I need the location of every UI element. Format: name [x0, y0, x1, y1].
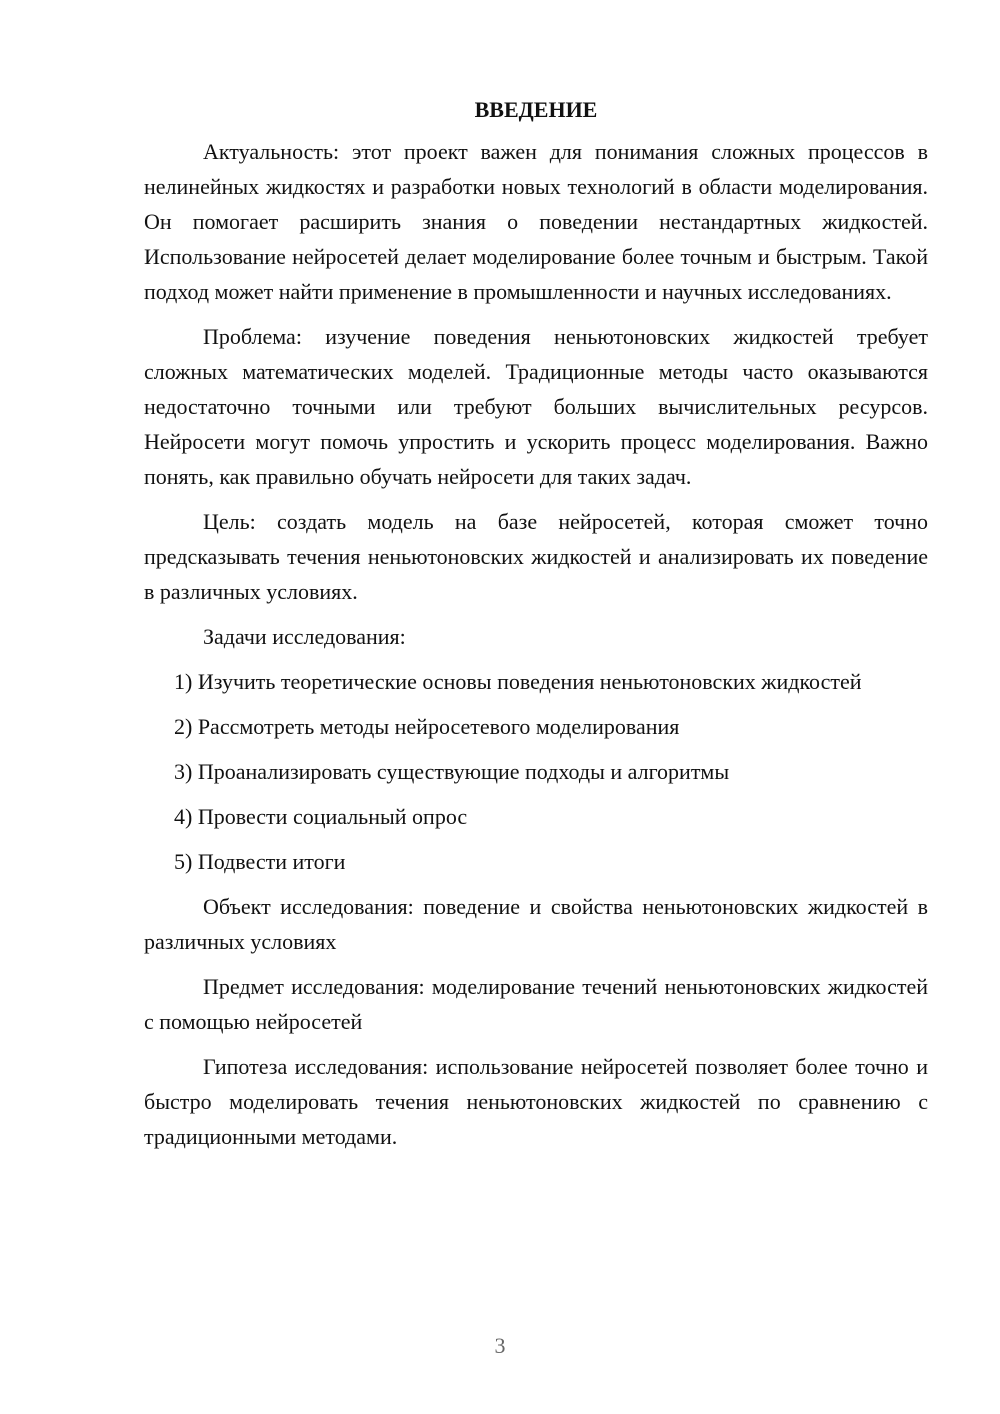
task-item: 5) Подвести итоги — [174, 849, 346, 874]
page-title: ВВЕДЕНИЕ — [474, 97, 598, 122]
task-item: 4) Провести социальный опрос — [174, 804, 468, 829]
page-content — [144, 92, 928, 1164]
relevance-paragraph: Актуальность: этот проект важен для понимания сложных процессов в нелинейных жидкостях и разработки новых технологий в области моделирования. Он помогает расширить знания о поведении нестандартных жидкостей. Использование нейросетей делает моделирование более точным и быстрым. Такой подход может найти применение в промышленности и научных исследованиях. — [144, 139, 928, 304]
page-number: 3 — [494, 1333, 506, 1358]
goal-paragraph: Цель: создать модель на базе нейросетей, которая сможет точно предсказывать течения неньютоновских жидкостей и анализировать их поведение в различных условиях. — [144, 509, 928, 604]
task-item: 3) Проанализировать существующие подходы и алгоритмы — [174, 759, 730, 784]
task-item: 2) Рассмотреть методы нейросетевого моделирования — [174, 714, 680, 739]
problem-paragraph: Проблема: изучение поведения неньютоновских жидкостей требует сложных математических моделей. Традиционные методы часто оказываются недостаточно точными или требуют больших вычислительных ресурсов. Нейросети могут помочь упростить и ускорить процесс моделирования. Важно понять, как правильно обучать нейросети для таких задач. — [144, 324, 928, 489]
tasks-heading: Задачи исследования: — [203, 624, 406, 649]
hypothesis-paragraph: Гипотеза исследования: использование нейросетей позволяет более точно и быстро моделировать течения неньютоновских жидкостей по сравнению с традиционными методами. — [144, 1054, 928, 1149]
task-item: 1) Изучить теоретические основы поведения неньютоновских жидкостей — [174, 669, 862, 694]
subject-paragraph: Предмет исследования: моделирование течений неньютоновских жидкостей с помощью нейросетей — [144, 974, 928, 1034]
object-paragraph: Объект исследования: поведение и свойства неньютоновских жидкостей в различных условиях — [144, 894, 928, 954]
